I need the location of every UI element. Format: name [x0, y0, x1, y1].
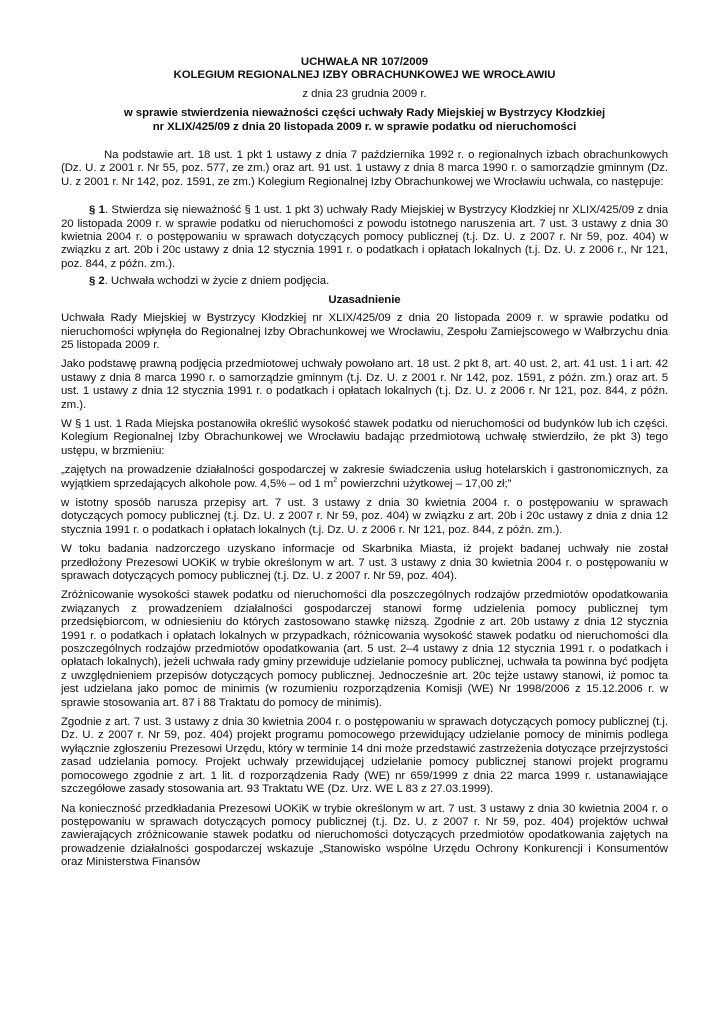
justification-paragraph-3: W § 1 ust. 1 Rada Miejska postanowiła określić wysokość stawek podatku od nieruchomości od budynków lub ich części. Kolegium Regionalnej Izby Obrachunkowej we Wrocławiu badając przedmiotową uchwałę stwierdziło, że pkt 3) tego ustępu, w brzmieniu: [61, 417, 668, 457]
quote-text-1: „zajętych na prowadzenie działalności gospodarczej w zakresie świadczenia usług hotelarskich i gastronomicznych, za wyjątkiem sprzedających alkohole pow. 4,5% – od 1 m [61, 464, 668, 490]
subject-line-1: w sprawie stwierdzenia nieważności części uchwały Rady Miejskiej w Bystrzycy Kłodzkiej [123, 107, 606, 120]
justification-paragraph-1: Uchwała Rady Miejskiej w Bystrzycy Kłodzkiej nr XLIX/425/09 z dnia 20 listopada 2009 r. w sprawie podatku od nieruchomości wpłynęła do Regionalnej Izby Obrachunkowej we Wrocławiu, Zespołu Zamiejscowego w Wałbrzychu dnia 25 listopada 2009 r. [61, 312, 668, 351]
resolution-title [61, 56, 668, 83]
quote-superscript: 2 [333, 476, 338, 484]
section-2-paragraph [61, 275, 668, 288]
justification-paragraph-2: Jako podstawę prawną podjęcia przedmiotowej uchwały powołano art. 18 ust. 2 pkt 8, art. 40 ust. 2, art. 41 ust. 1 i art. 42 ustawy z dnia 8 marca 1990 r. o samorządzie gminnym (t.j. Dz. U. z 2001 r. Nr 142, poz. 1591, z późn. zm.) oraz art. 5 ust. 1 ustawy z dnia 12 stycznia 1991 r. o podatkach i opłatach lokalnych (t.j. Dz. U. z 2006 r. Nr 121, poz. 844, z późn. zm.). [61, 358, 668, 411]
section-2-text: . Uchwała wchodzi w życie z dniem podjęcia. [104, 275, 330, 288]
quoted-provision [61, 464, 668, 491]
justification-paragraph-4: w istotny sposób narusza przepisy art. 7 ust. 3 ustawy z dnia 30 kwietnia 2004 r. o postępowaniu w sprawach dotyczących pomocy publicznej (t.j. Dz. U. z 2007 r. Nr 59, poz. 404) w związku z art. 20b i 20c ustawy z dnia z dnia 12 stycznia 1991 r. o podatkach i opłatach lokalnych (t.j. Dz. U. z 2006 r. Nr 121, poz. 844, z późn. zm.). [61, 496, 668, 536]
preamble-paragraph: Na podstawie art. 18 ust. 1 pkt 1 ustawy z dnia 7 października 1992 r. o regionalnych izbach obrachunkowych (Dz. U. z 2001 r. Nr 55, poz. 577, ze zm.) oraz art. 91 ust. 1 ustawy z dnia 8 marca 1990 r. o samorządzie gminnym (Dz. U. z 2001 r. Nr 142, poz. 1591, ze zm.) Kolegium Regionalnej Izby Obrachunkowej we Wrocławiu uchwala, co następuje: [61, 149, 668, 188]
section-1-text: . Stwierdza się nieważność § 1 ust. 1 pkt 3) uchwały Rady Miejskiej w Bystrzycy Kłodzkiej nr XLIX/425/09 z dnia 20 listopada 2009 r. w sprawie podatku od nieruchomości z powodu istotnego naruszenia art. 7 ust. 3 ustawy z dnia 30 kwietnia 2004 r. o postępowaniu w sprawach dotyczących pomocy publicznej (t.j. Dz. U. z 2007 r. Nr 59, poz. 404) w związku z art. 20b i 20c ustawy z dnia 12 stycznia 1991 r. o podatkach i opłatach lokalnych (t.j. Dz. U. z 2006 r., Nr 121, poz. 844, z późn. zm.). [61, 204, 668, 270]
resolution-subject [61, 107, 668, 134]
justification-paragraph-6: Zróżnicowanie wysokości stawek podatku od nieruchomości dla poszczególnych rodzajów przedmiotów opodatkowania związanych z prowadzeniem działalności gospodarczej stanowi formę udzielenia pomocy publicznej tym przedsiębiorcom, w odniesieniu do których zastosowano stawkę niższą. Zgodnie z art. 20b ustawy z dnia 12 stycznia 1991 r. o podatkach i opłatach lokalnych w przypadkach, różnicowania wysokość stawek podatku od nieruchomości dla poszczególnych rodzajów przedmiotów opodatkowania (art. 5 ust. 2–4 ustawy z dnia 12 stycznia 1991 r. o podatkach i opłatach lokalnych), jeżeli uchwała rady gminy przewiduje udzielanie pomocy publicznej, uchwała ta powinna być podjęta z uwzględnieniem przepisów dotyczących pomocy publicznej. Jednocześnie art. 20c tejże ustawy stanowi, iż pomoc ta jest udzielana jako pomoc de minimis (w rozumieniu rozporządzenia Komisji (WE) Nr 1998/2006 z 15.12.2006 r. w sprawie stosowania art. 87 i 88 Traktatu do pomocy de minimis). [61, 589, 668, 709]
justification-paragraph-5: W toku badania nadzorczego uzyskano informacje od Skarbnika Miasta, iż projekt badanej uchwały nie został przedłożony Prezesowi UOKiK w trybie określonym w art. 7 ust. 3 ustawy z dnia 30 kwietnia 2004 r. o postępowaniu w sprawach dotyczących pomocy publicznej (t.j. Dz. U. z 2007 r. Nr 59, poz. 404). [61, 543, 668, 582]
section-1-label: § 1 [89, 204, 105, 217]
justification-heading: Uzasadnienie [328, 293, 401, 306]
quote-text-2: powierzchni użytkowej – 17,00 zł;” [337, 477, 512, 490]
justification-paragraph-7: Zgodnie z art. 7 ust. 3 ustawy z dnia 30 kwietnia 2004 r. o postępowaniu w sprawach dotyczących pomocy publicznej (t.j. Dz. U. z 2007 r. Nr 59, poz. 404) projekt programu pomocowego przewidujący udzielanie pomocy de minimis podlega wyłącznie zgłoszeniu Prezesowi Urzędu, który w terminie 14 dni może przedstawić zastrzeżenia dotyczące przejrzystości zasad udzielania pomocy. Projekt uchwały przewidującej udzielanie pomocy publicznej stanowi projekt programu pomocowego zgodnie z art. 1 lit. d rozporządzenia Rady (WE) nr 659/1999 z dnia 22 marca 1999 r. ustanawiające szczegółowe zasady stosowania art. 93 Traktatu WE (Dz. Urz. WE L 83 z 27.03.1999). [61, 716, 668, 796]
section-2-label: § 2 [89, 275, 105, 288]
resolution-date: z dnia 23 grudnia 2009 r. [302, 87, 427, 100]
justification-paragraph-8: Na konieczność przedkładania Prezesowi UOKiK w trybie określonym w art. 7 ust. 3 ustawy z dnia 30 kwietnia 2004 r. o postępowaniu w sprawach dotyczących pomocy publicznej (t.j. Dz. U. z 2007 r. Nr 59, poz. 404) projektów uchwał zawierających zróżnicowanie stawek podatku od nieruchomości dotyczących przedmiotów opodatkowania zajętych na prowadzenie działalności gospodarczej wskazuje „Stanowisko wspólne Urzędu Ochrony Konkurencji i Konsumentów oraz Ministerstwa Finansów [61, 802, 668, 869]
resolution-number: UCHWAŁA NR 107/2009 [300, 56, 429, 68]
section-1-paragraph [61, 204, 668, 271]
issuing-body: KOLEGIUM REGIONALNEJ IZBY OBRACHUNKOWEJ WE WROCŁAWIU [173, 69, 556, 82]
subject-line-2: nr XLIX/425/09 z dnia 20 listopada 2009 r. w sprawie podatku od nieruchomości [152, 120, 577, 133]
